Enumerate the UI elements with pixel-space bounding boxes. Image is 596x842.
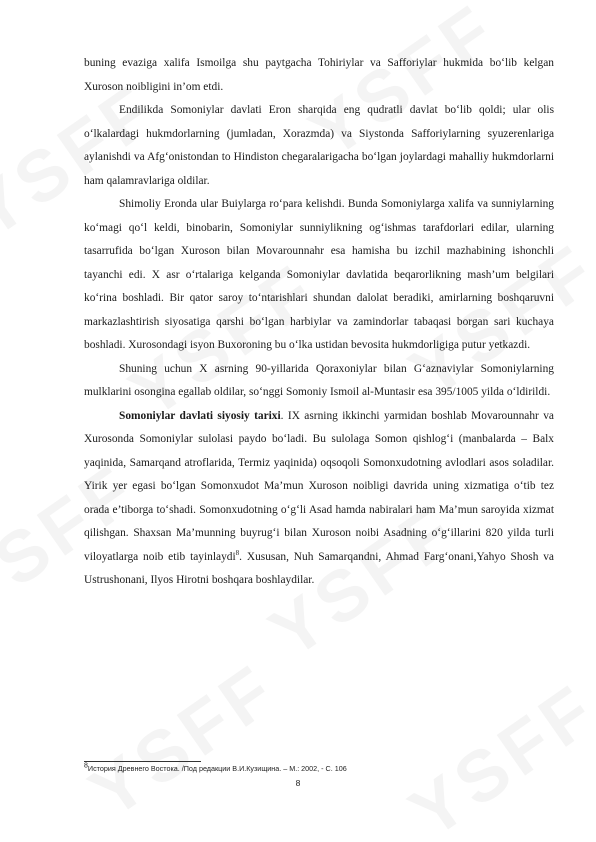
- footnote-marker: 8: [84, 762, 88, 770]
- footnote-text: История Древнего Востока. /Под редакции В.И.Кузищина. – М.: 2002, - С. 106: [87, 764, 347, 773]
- paragraph: buning evaziga xalifa Ismoilga shu paytgacha Tohiriylar va Safforiylar hukmida bo‘lib kelgan Xuroson noibligini in’om etdi.: [84, 57, 554, 93]
- footnote-divider: [84, 761, 201, 762]
- watermark-text: [75, 648, 292, 834]
- paragraph: Shuning uchun X asrning 90-yillarida Qoraxoniylar bilan G‘aznaviylar Somoniylarning mulklarini osongina egallab oldilar, so‘nggi Somoniy Ismoil al-Muntasir esa 395/1005 yilda o‘ldirildi.: [84, 362, 554, 398]
- paragraph: [84, 405, 554, 593]
- paragraph-text: . IX asrning ikkinchi yarmidan boshlab Movarounnahr va Xurosonda Somoniylar sulolasi paydo bo‘ladi. Bu sulolaga Somon qishlog‘i (manbalarda – Balx yaqinida, Samarqand atroflarida, Termiz yaqinida) oqsoqoli Somonxudotning avlodlari asos soladilar. Yirik yer egasi bo‘lgan Somonxudot Ma’mun Xuroson noibligi davrida uning xizmatiga o‘tib tez orada e’tiborga to‘shadi. Somonxudotning o‘g‘li Asad hamda nabiralari ham Ma’mun saroyida xizmat qilishgan. Shaxsan Ma’munning buyrug‘i bilan Xuroson noibi Asadning o‘g‘illarini 820 yilda turli viloyatlarga noib etib tayinlaydi: [84, 409, 554, 563]
- paragraph: Endilikda Somoniylar davlati Eron sharqida eng qudratli davlat bo‘lib qoldi; ular olis o‘lkalardagi hukmdorlarning (jumladan, Xorazmda) va Siystonda Safforiylarning syuzerenlariga aylanishdi va Afg‘onistondan to Hindiston chegaralarigacha bo‘lgan joylardagi mahalliy hukmdorlarni ham qalamravlariga oldilar.: [84, 104, 554, 187]
- watermark-text: [395, 668, 596, 842]
- section-heading: Somoniylar davlati siyosiy tarixi: [119, 409, 281, 422]
- page-number: 8: [295, 778, 301, 788]
- footnote: [84, 764, 554, 774]
- footnote-reference[interactable]: 8: [235, 548, 240, 557]
- document-body: [84, 52, 554, 593]
- paragraph: Shimoliy Eronda ular Buiylarga ro‘para kelishdi. Bunda Somoniylarga xalifa va sunniylarning ko‘magi qo‘l keldi, binobarin, Somoniylar sunniylikning og‘ishmas tarafdorlari edilar, ularning tasarrufida bo‘lgan Xuroson bilan Movarounnahr esa hamisha bu izchil mazhabining ishonchli tayanchi edi. X asr o‘rtalariga kelganda Somoniylar davlatida beqarorlikning mash’um belgilari ko‘rina boshladi. Bir qator saroy to‘ntarishlari shundan dalolat beradiki, amirlarning boshqaruvni markazlashtirish siyosatiga qarshi bo‘lgan harbiylar va zamindorlar tabaqasi borgan sari kuchaya boshladi. Xurosondagi isyon Buxoroning bu o‘lka ustidan bevosita hukmdorligiga putur yetkazdi.: [84, 198, 554, 351]
- paragraph-text: . Xususan, Nuh Samarqandni, Ahmad Farg‘onani,Yahyo Shosh va Ustrushonani, Ilyos Hirotni boshqara boshlaydilar.: [84, 550, 554, 586]
